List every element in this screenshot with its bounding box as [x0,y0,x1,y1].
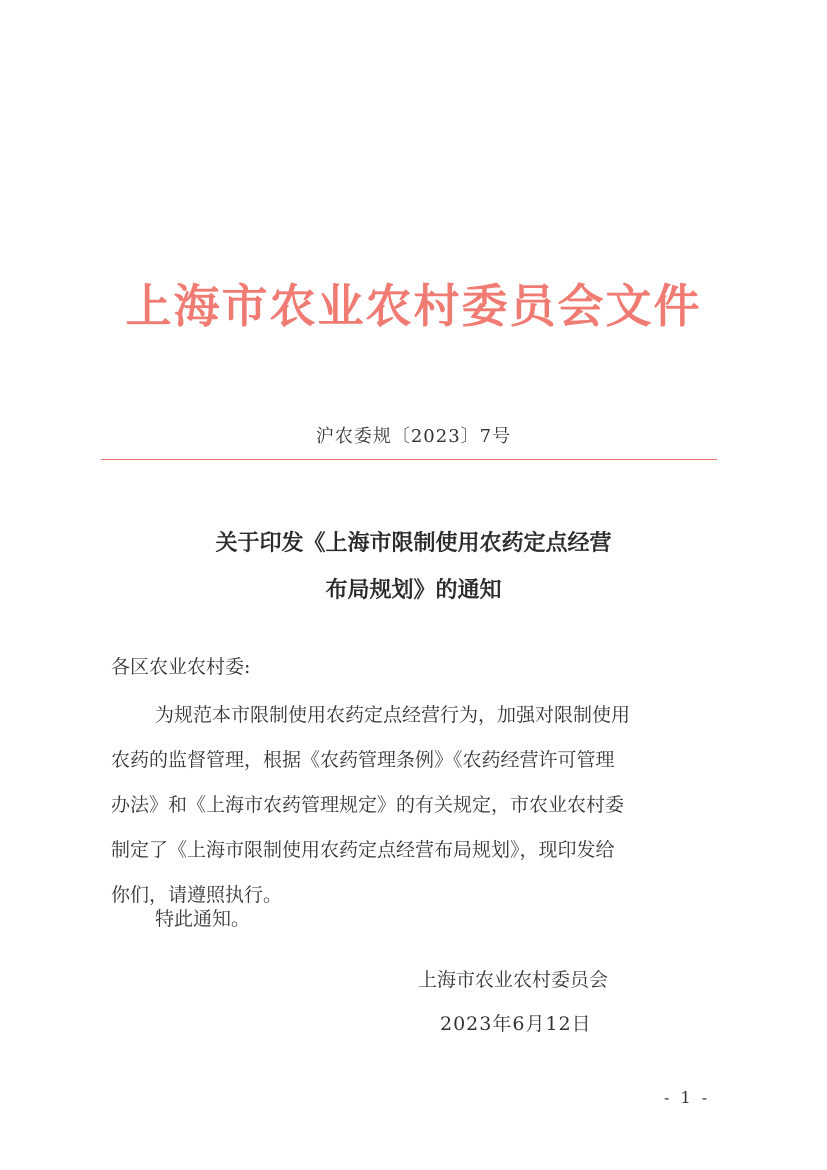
body-line: 农药的监督管理，根据《农药管理条例》《农药经营许可管理 [111,749,615,771]
body-line: 制定了《上海市限制使用农药定点经营布局规划》，现印发给 [111,839,615,861]
red-divider-line [101,459,717,460]
page-number: - 1 - [664,1088,711,1107]
masthead-title: 上海市农业农村委员会文件 [125,279,702,333]
issuing-organization: 上海市农业农村委员会 [418,969,609,991]
body-paragraph [111,693,716,918]
notice-title-line-1: 关于印发《上海市限制使用农药定点经营 [215,530,612,556]
notice-title-line-2: 布局规划》的通知 [325,577,502,603]
salutation: 各区农业农村委: [111,656,251,678]
body-line: 为规范本市限制使用农药定点经营行为，加强对限制使用 [155,704,631,726]
body-line: 你们，请遵照执行。 [111,884,283,906]
body-line: 办法》和《上海市农药管理规定》的有关规定，市农业农村委 [111,794,625,816]
issue-date: 2023年6月12日 [440,1013,592,1035]
document-number: 沪农委规〔2023〕7号 [315,426,512,447]
notice-title [0,520,827,614]
closing-phrase: 特此通知。 [155,908,251,930]
